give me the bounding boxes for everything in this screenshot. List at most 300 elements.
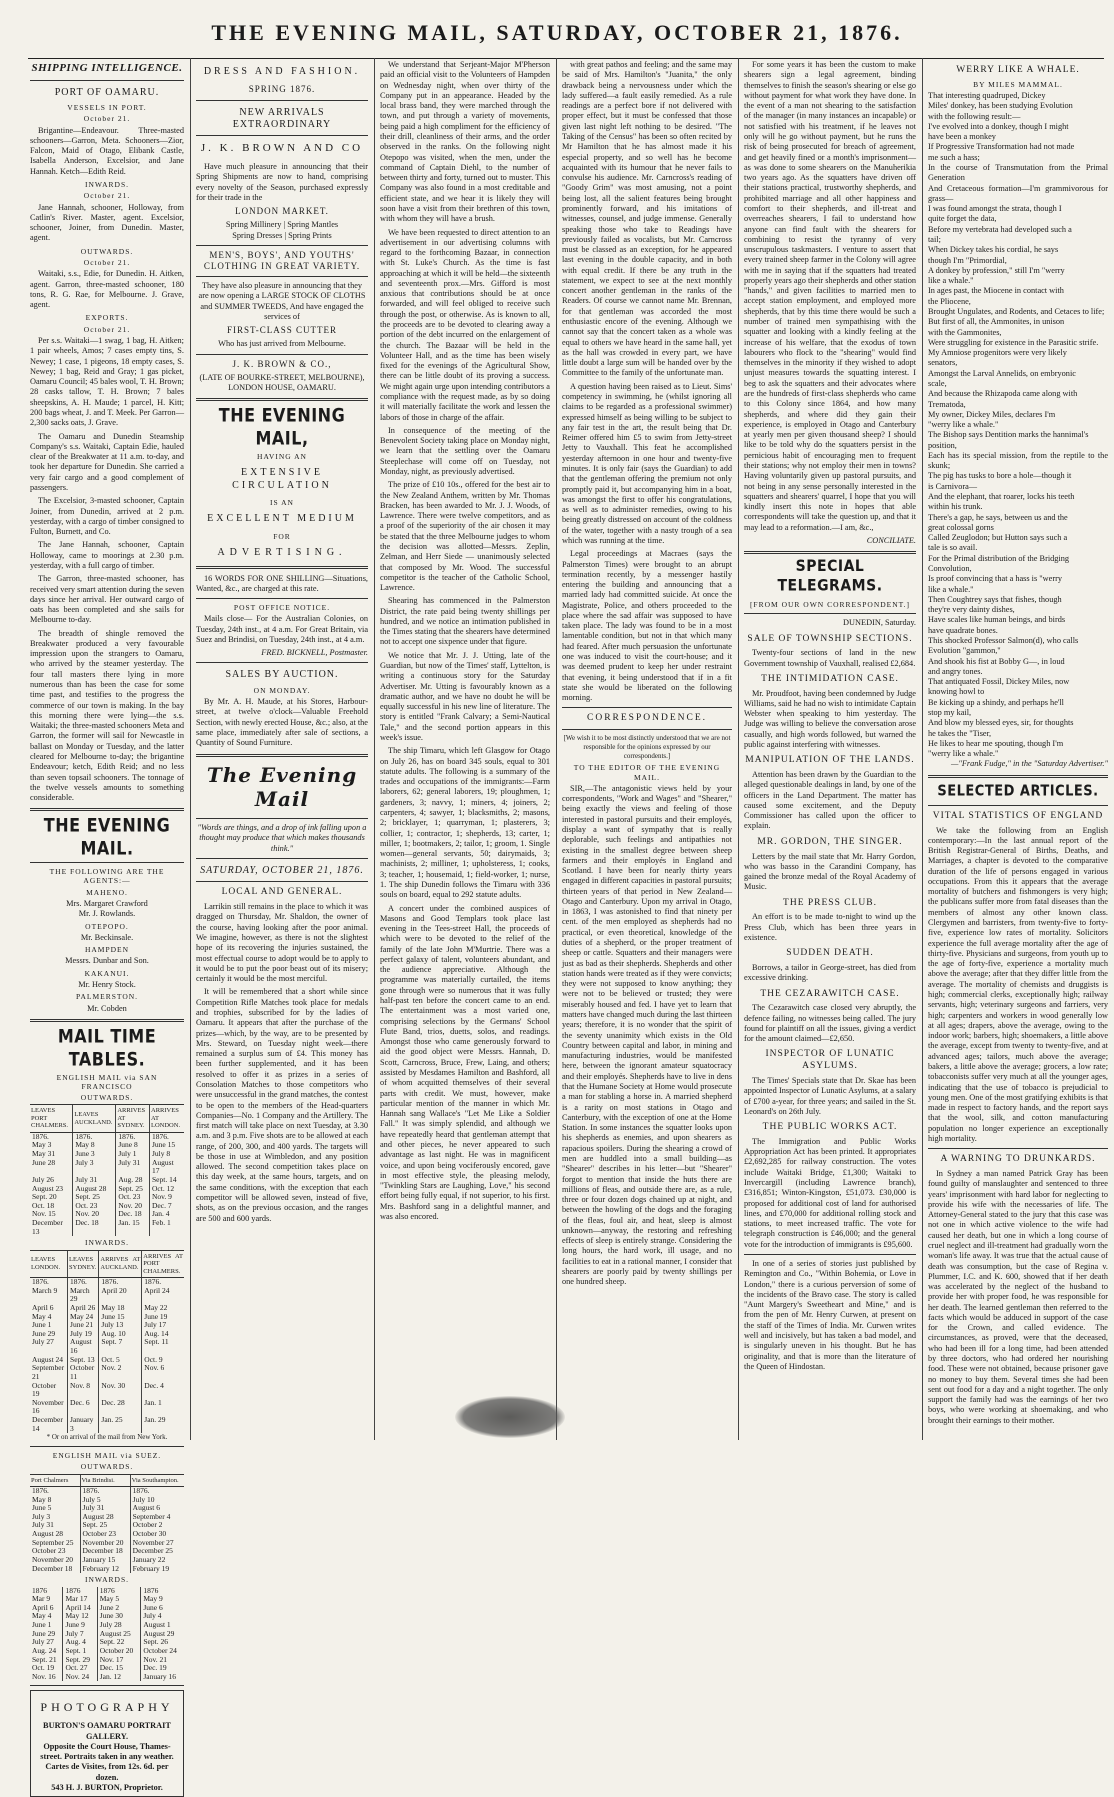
fashion-heading: DRESS AND FASHION. <box>203 66 361 77</box>
fashion-subheading: SPRING 1876. <box>248 84 316 95</box>
table-cell: Sept. 25 <box>73 1193 116 1202</box>
column-rule <box>190 58 191 1440</box>
inwards-date: October 21. <box>83 191 131 201</box>
motto: "Words are things, and a drop of ink falling upon a thought may produce that which makes thousands think." <box>197 823 367 853</box>
table-cell: August 29 <box>141 1630 184 1639</box>
table-cell: Oct. 23 <box>73 1202 116 1211</box>
table-cell: Sept. 7 <box>99 1338 142 1355</box>
agent-town: MAHENO. <box>86 887 128 897</box>
table-cell: June 5 <box>32 1503 52 1513</box>
table-cell: Dec. 6 <box>68 1399 99 1416</box>
suez-mail-heading: ENGLISH MAIL via SUEZ. <box>52 1450 162 1460</box>
table-header-cell: ARRIVES AT PORT CHALMERS. <box>142 1250 184 1277</box>
table-cell: Oct. 12 <box>150 1185 185 1194</box>
dateline: DUNEDIN, Saturday. <box>843 618 916 628</box>
poem-line: Trematoda, <box>928 399 966 409</box>
article-paragraph: Larrikin still remains in the place to which it was dragged on Thursday, Mr. Shaldon, the owner of the course, having looking after the poor animal. We imagine, however, as there is not the slightest hope of its recovering the injuries sustained, the most effectual course to adopt would be to apply to it would be to put the poor beast out of its misery; certainly it would be the most merciful. <box>196 902 368 984</box>
sf-mail-heading: ENGLISH MAIL via SAN FRANCISCO <box>56 1072 158 1091</box>
poem-line: When Dickey takes his cordial, he says <box>928 245 1059 255</box>
inwards-label: INWARDS. <box>84 1238 130 1248</box>
table-cell: May 12 <box>63 1612 97 1621</box>
table-cell: August 16 <box>68 1338 99 1355</box>
table-cell: July 31 <box>116 1159 150 1176</box>
table-row <box>30 1565 184 1574</box>
article-paragraph: It will be remembered that a short while since Competition Rifle Matches took place for medals and trophies, subscribed for by the ladies of Oamaru. It appears that after the purchase of the prizes—which, by the way, are to be presented by Mrs. Steward, on Tuesday night week—there remained a surplus sum of £4. This money has been further supplemented, and it has been resolved to offer it as prizes in a series of Consolation Matches to those competitors who were unsuccessful in the grand matches, the contest to be open to the members of the Head-quarters Companies—No. 1 Company and the Artillery. The first match will take place on next Tuesday, at 3.30 a.m. and 3 p.m. Five shots are to be allowed at each range, of 200, 300, and 400 yards. The targets will be those in use at Wimbledon, and any position allowed. The second competition takes place on this day week, at the same hours, targets, and on the same conditions, with the exception that each competitor will be allowed seven, instead of five, shots, as on the previous occasion, and the ranges are 500 and 600 yards. <box>196 987 368 1223</box>
telegram-heading: SALE OF TOWNSHIP SECTIONS. <box>747 633 913 644</box>
poem-source: —"Frank Fudge," in the "Saturday Advertiser." <box>950 759 1108 769</box>
telegrams-subheading: [FROM OUR OWN CORRESPONDENT.] <box>749 599 911 609</box>
auction-text: By Mr. A. H. Maude, at his Stores, Harbour-street, at twelve o'clock—Valuable Freehold Section, with newly erected House, &c.; also, at the same place, immediately after sale of sections, a Quantity of Sound Furniture. <box>196 697 368 748</box>
outwards-text: Waitaki, s.s., Edie, for Dunedin. H. Aitken, agent. Garron, three-masted schooner, 180 tons, R. G. Rae, for Melbourne. J. Grave, agent. <box>30 269 184 310</box>
brown-address: (LATE OF BOURKE-STREET, MELBOURNE), LONDON HOUSE, OAMARU. <box>199 372 365 393</box>
poem-line: he takes the "Tiser, <box>928 728 992 738</box>
divider <box>196 662 368 663</box>
table-cell: 1876. <box>73 1132 116 1141</box>
table-cell: Nov. 6 <box>142 1364 184 1381</box>
brown-text: Have much pleasure in announcing that their Spring Shipments are now to hand, comprising every novelty of the Season, purchased expressly for their trade in the <box>196 161 368 202</box>
table-cell: June 21 <box>68 1321 99 1330</box>
table-cell: February 12 <box>80 1565 130 1574</box>
telegram-text: Borrows, a tailor in George-street, has died from excessive drinking. <box>744 963 916 983</box>
table-cell: April 6 <box>32 1602 54 1612</box>
poem-line: But first of all, the Ammonites, in unison <box>928 317 1065 327</box>
poem-line: within his trunk. <box>928 502 983 512</box>
poem-line: Is proof convincing that a hass is "werry <box>928 574 1063 584</box>
poem-line: That interesting quadruped, Dickey <box>928 91 1046 101</box>
column-rule <box>738 58 739 1440</box>
table-cell: April 20 <box>99 1287 142 1304</box>
table-cell: 1876 <box>32 1585 47 1595</box>
photo-ad-title: PHOTOGRAPHY <box>40 1700 174 1715</box>
agent-town: PALMERSTON. <box>75 992 139 1002</box>
telegram-text: Mr. Proudfoot, having been condemned by Judge Williams, said he had no wish to intimidate Captain Webster when speaking to him yesterday. The Judge was willing to believe the conversation arose casually, and high words followed, but warned the public against interfering with witnesses. <box>744 688 916 750</box>
to-editor: TO THE EDITOR OF THE EVENING MAIL. <box>573 763 721 782</box>
divider <box>30 862 184 863</box>
divider <box>744 613 916 614</box>
mail-time-tables-heading: MAIL TIME TABLES. <box>57 1024 157 1070</box>
poem-line: and angry tones. <box>928 666 983 676</box>
divider <box>196 881 368 882</box>
table-cell: June 6 <box>141 1604 184 1613</box>
article-paragraph: The prize of £10 10s., offered for the best air to the New Zealand Anthem, written by Mr. Thomas Bracken, has been awarded to Mr. J. J. Woods, of Lawrence. There were twelve competitors, and as a proof of the superiority of the air chosen it may be stated that the three Melbourne judges to whom the decision was allotted—Messrs. Zeplin, Zelman, and Herr Siede — unanimously selected that composed by Mr. Wood. The successful competitor is the teacher of the Catholic School, Lawrence. <box>380 480 550 593</box>
divider <box>196 398 368 401</box>
shipping-heading: SHIPPING INTELLIGENCE. <box>31 62 183 74</box>
poem-line: In ages past, the Miocene in contact with <box>928 286 1064 296</box>
poem-line: The Bishop says Dentition marks the hannimal's <box>928 430 1089 440</box>
poem-line: me such a hass; <box>928 152 980 162</box>
column-1 <box>30 60 184 1792</box>
ad-line: ADVERTISING. <box>217 547 347 559</box>
article-paragraph: Shearing has commenced in the Palmerston District, the rate paid being twenty shillings per hundred, and we notice an intimation published in the Times stating that the shearers have determined not to accept one sixpence under that figure. <box>380 596 550 647</box>
poem-line: Be kicking up a shindy, and perhaps he'll <box>928 697 1064 707</box>
table-row <box>30 1399 184 1416</box>
divider <box>562 729 732 730</box>
outwards-heading: OUTWARDS. <box>80 246 134 256</box>
selected-articles-heading: SELECTED ARTICLES. <box>937 782 1099 800</box>
post-office-text: Mails close— For the Australian Colonies, on Tuesday, 24th inst., at 4 a.m. For Great Britain, via Suez and Brindisi, on Tuesday, 24th inst., at 4 a.m. <box>196 614 368 644</box>
shipping-news: The Garron, three-masted schooner, has received very smart attention during the seven days since her arrival. Her outward cargo of oats has been completed and she sails for Melbourne to-day. <box>30 574 184 625</box>
table-cell: Sept. 25 <box>116 1185 150 1194</box>
table-cell: October 19 <box>32 1380 57 1399</box>
column-rule <box>922 58 923 1440</box>
table-cell: 1876. <box>32 1131 49 1141</box>
correspondence-heading: CORRESPONDENCE. <box>587 713 707 724</box>
in-port-text: Brigantine—Endeavour. Three-masted schooners—Garron, Meta. Schooners—Zior, Falcon, Maid of Otago, Elibank Castle, Isabella Anderson, Excelsior, and Jane Hannah. Ketch—Edith Reid. <box>30 125 184 176</box>
table-cell: December 25 <box>130 1547 184 1556</box>
local-general-heading: LOCAL AND GENERAL. <box>221 887 343 898</box>
sf-outwards-table <box>30 1104 184 1236</box>
suez-inwards-table <box>30 1587 184 1682</box>
table-cell: December 13 <box>32 1218 63 1236</box>
table-cell: Jan. 1 <box>142 1399 184 1416</box>
table-cell: August 25 <box>97 1630 141 1639</box>
poem-line: stop my kail, <box>928 707 972 717</box>
article-paragraph: The ship Timaru, which left Glasgow for Otago on July 26, has on board 345 souls, equal to 301 statute adults. The following is a summary of the trades and occupations of the immigrants:—Farm laborers, 62; general laborers, 19; ploughmen, 1; gardeners, 3; navvy, 1; miners, 4; joiners, 2; carpenters, 4; sawyer, 1; blacksmiths, 2; masons, 2; bricklayer, 1; quarryman, 1; plasterers, 3; collier, 1; contractor, 1; shepherds, 13; carter, 1; miller, 1; bootmakers, 2; tailor, 1; groom, 1. Single women—general servants, 50; dairymaids, 3; machinists, 2; milliner, 1; upholsteress, 1; cooks, 3; teacher, 1; housemaid, 1; field-worker, 1; nurse, 1. The ship Dunedin follows the Timaru with 336 souls on board, equal to 292 statute adults. <box>380 746 550 900</box>
poem-line: with the following result:— <box>928 111 1021 121</box>
telegram-text: The Times' Specials state that Dr. Skae has been appointed Inspector of Lunatic Asylums, at a salary of £700 a-year, for three years; and sailed in the St. Leonard's on 26th July. <box>744 1076 916 1116</box>
warning-heading: A WARNING TO DRUNKARDS. <box>940 1154 1096 1165</box>
poem-line: Miles' donkey, has been studying Evolution <box>928 101 1073 111</box>
table-cell: July 13 <box>99 1321 142 1330</box>
table-cell: May 22 <box>142 1304 184 1313</box>
article-paragraph: A concert under the combined auspices of Masons and Good Templars took place last evening in the Tees-street Hall, the proceeds of which were to be devoted to the relief of the family of the late John M'Murtrie. There was a perfect galaxy of talent, volunteers abundant, and the audience appreciative. Although the programme was materially curtailed, the items gone through were so numerous that it was fully half-past ten before the concert came to an end. The entertainment was a most varied one, comprising selections by the Germans' School Flute Band, trios, duetts, solos, and readings. Amongst those who came generously forward to aid the good object were Messrs. Hannah, D. Scott, Carncross, Bruce, Frew, Laing, and others; assisted by Mesdames Hamilton and Bashford, all of whom acquitted themselves of their several parts with credit. We must, however, make particular mention of the manner in which Mr. Hannah sang Wallace's "Let Me Like a Soldier Fall." It was simply splendid, and although we have repeatedly heard that gentleman attempt that and other pieces, he never appeared to such advantage as last night. He was in magnificent voice, and upon being vociferously encored, gave in most effective style, the pleasing melody, "Twinkling Stars are Laughing, Love," his second effort being fully equal, if not superior, to his first. Mrs. Bashford sang in a delightful manner, and was also encored. <box>380 903 550 1221</box>
sf-note: * Or on arrival of the mail from New York. <box>46 1433 168 1442</box>
column-2 <box>196 60 368 1440</box>
telegram-text: Twenty-four sections of land in the new Government township of Vauxhall, realised £2,684. <box>744 648 916 668</box>
table-cell: June 15 <box>99 1313 142 1322</box>
table-cell: August 1 <box>141 1621 184 1630</box>
inwards-text: Jane Hannah, schooner, Holloway, from Catlin's River. Master, agent. Excelsior, schooner, Joiner, from Dunedin. Master, agent. <box>30 202 184 243</box>
table-header-cell: Via Brindisi. <box>80 1474 130 1486</box>
table-header-cell: ARRIVES AT AUCKLAND. <box>99 1250 142 1277</box>
exports-heading: EXPORTS. <box>85 313 129 323</box>
table-cell: May 18 <box>99 1304 142 1313</box>
poem-line: A donkey by profession," still I'm "werry <box>928 265 1065 275</box>
table-cell: Nov. 21 <box>141 1656 184 1665</box>
table-cell: April 6 <box>32 1302 54 1312</box>
table-cell: July 7 <box>63 1630 97 1639</box>
poem-line: My Amniose progenitors were very likely <box>928 348 1067 358</box>
arrivals-heading: NEW ARRIVALS EXTRAORDINARY <box>232 106 332 130</box>
table-cell: August 28 <box>80 1513 130 1522</box>
shipping-news: The breadth of shingle removed the Breakwater produced a very favourable impression upon the strangers to Oamaru, who arrived by the steamer yesterday. The four tall masters there lying in more numerous than has been the case for some time past, and testifies to the progress the commerce of our town is making. In the bay this morning there were lying—the s.s. Waitaki; the three-masted schooners Meta and Garron, the former will sail for Newcastle in ballast on Monday or Tuesday, and the latter cleared for Melbourne to-day; the brigantine Endeavour; ketch, Edith Reid; and no less than seven topsail schooners. The tonnage of the twelve vessels amounts to something considerable. <box>30 628 184 803</box>
table-cell: November 27 <box>130 1539 184 1548</box>
shipping-news: The Jane Hannah, schooner, Captain Holloway, came to moorings at 2.30 p.m. yesterday, with a full cargo of timber. <box>30 540 184 570</box>
divider <box>928 805 1108 806</box>
poem-line: "werry like a whale." <box>928 749 999 759</box>
table-row <box>30 1496 184 1505</box>
telegram-heading: THE PUBLIC WORKS ACT. <box>762 1122 898 1133</box>
table-cell: Nov. 30 <box>99 1382 142 1399</box>
poem-line: Have scales like human beings, and birds <box>928 615 1066 625</box>
divider <box>928 775 1108 778</box>
table-cell: Aug. 4 <box>63 1638 97 1647</box>
table-cell: 1876. <box>32 1485 49 1495</box>
table-cell: July 31 <box>32 1520 54 1530</box>
whale-byline: BY MILES MAMMAL. <box>973 79 1063 89</box>
poem-line: the Pliocene, <box>928 296 971 306</box>
poem-line: great colossal gorns <box>928 522 994 532</box>
agents-heading: THE FOLLOWING ARE THE AGENTS:— <box>49 867 165 886</box>
table-cell: Aug. 14 <box>142 1330 184 1339</box>
column-5 <box>744 60 916 1440</box>
divider <box>562 707 732 708</box>
masthead-title: THE EVENING MAIL, SATURDAY, OCTOBER 21, 1876. <box>211 20 903 45</box>
poem-line: He likes to hear me spouting, though I'm <box>928 738 1064 748</box>
table-row <box>30 1364 184 1381</box>
evening-mail-heading: THE EVENING MAIL. <box>43 814 171 860</box>
table-cell: July 19 <box>68 1330 99 1339</box>
table-cell: October 20 <box>97 1647 141 1656</box>
table-cell: Oct. 19 <box>32 1663 55 1673</box>
column-6 <box>928 60 1108 1440</box>
poem-line: have quadrate bones. <box>928 625 998 635</box>
divider <box>30 808 184 811</box>
in-port-heading: VESSELS IN PORT. <box>67 103 147 113</box>
masthead <box>0 0 1114 50</box>
poem-line: And Cretaceous formation—I'm grammivorous for grass— <box>928 183 1108 203</box>
poem-line: though I'm "Primordial, <box>928 255 1007 265</box>
table-cell: June 28 <box>32 1157 56 1167</box>
poem-line: And because the Rhizapoda came along with <box>928 389 1078 399</box>
table-header-cell: Via Southampton. <box>130 1474 184 1486</box>
poem-line: That antiquated Fossil, Dickey Miles, now <box>928 677 1070 687</box>
table-cell: May 8 <box>32 1494 52 1504</box>
vital-statistics-heading: VITAL STATISTICS OF ENGLAND <box>932 810 1104 821</box>
divider <box>30 1019 184 1022</box>
letter-continued: For some years it has been the custom to make shearers sign a legal agreement, binding themselves to finish the season's shearing or else go without payment for what work they have done. In the event of a man not shearing to the satisfaction of the manager (in many instances an incapable) or not satisfied with his treatment, if he leaves not only will he go without payment, but he runs the risk of being prosecuted for breach of agreement, and get heavily fined or a month's imprisonment—as was done to some shearers on the Manuherikia two years ago. As the squatters have driven off their stations practical, trustworthy shepherds, and prohibited marriage and all other happiness and comfort to their shepherds, and ill-treat and overreaches shearers, I fail to understand how anyone can find fault with the shearers for combining to resist the tyranny of very unscrupulous taskmasters. I venture to assert that every trained sheep farmer in the Colony will agree with me in saying that if the squatters had treated properly years ago their shepherds and other station "hands," and given facilities to married men to accept station employment, and employed more shepherds, that by this time there would be such a number of trained men sympathising with the squatter and looking with a kindly feeling at the increase of his welfare, that the exodus of town labourers who flock to the "shearing" would find themselves in the minority if they wished to adopt unjust measures towards the squatting interest. I beg to ask the squatters and their advocates where are the hundreds of first-class shepherds who came to this Colony since 1864, and how many shepherds, and where did they gain their experience, is employed in Otago and Canterbury at yearly men per given thousand sheep? I should like to be told why do the squatters persist in the pernicious habit of encouraging men to frequent their stations; why not employ their men in towns? Having voluntarily given up pastoral pursuits, and not being in any sense personally interested in the squatters and shearers' quarrel, I hope that you will kindly insert this note in hopes that able correspondents will take the question up, and that it may lead to a reformation.—I am, &c., <box>744 60 917 532</box>
table-cell: July 8 <box>150 1150 185 1159</box>
table-cell: 1876. <box>150 1132 185 1141</box>
table-cell: Sept. 1 <box>63 1647 97 1656</box>
poem-line: And the elephant, that roarer, locks his teeth <box>928 492 1075 502</box>
cutter-heading: FIRST-CLASS CUTTER <box>227 325 337 336</box>
london-market: LONDON MARKET. <box>235 206 329 217</box>
table-cell: July 1 <box>116 1150 150 1159</box>
table-cell: August 28 <box>73 1185 116 1194</box>
table-cell: May 8 <box>73 1141 116 1150</box>
table-cell: Nov. 9 <box>150 1193 185 1202</box>
table-cell: 1876. <box>142 1278 184 1287</box>
photo-ad-sign: 543 H. J. BURTON, Proprietor. <box>51 1782 163 1792</box>
article-paragraph: We take the following from an English contemporary:—In the last annual report of the British Registrar-General of Births, Deaths, and Marriages, a chapter is devoted to the comparative duration of the life of persons engaged in various occupations. From this it appears that the average mortality of butchers and fishmongers is very high; the publicans suffer more from fatal diseases than the members of almost any other known class. Clergymen and barristers, from twenty-five to forty-five, experience low rates of mortality. Solicitors experience the full average mortality after the age of thirty-five. Physicians and surgeons, from youth up to the age of forty-five, experience a mortality much above the average; after that they differ little from the average. The mortality of chemists and druggists is high; commercial clerks, exceptionally high; railway servants, high; veterinary surgeons and farriers, very high; carpenters and workers in wood generally low at all ages; drapers, above the average, owing to the indoor work; barbers, high; shoemakers, a little above the average, except from twenty to twenty-five, and at advanced ages; tailors, much above the average; bakers, a little above the average; grocers, a low rate; tobacconists suffer very much at all the younger ages, indicating that the use of tobacco is prejudicial to young men. One of the most gratifying exhibits is that made in respect to factory hands, and the report says that the wool, silk, and cotton manufacturing population no longer experience an exceptionally high mortality. <box>928 825 1108 1143</box>
table-cell: Feb. 1 <box>150 1219 185 1236</box>
table-cell: September 21 <box>32 1363 65 1381</box>
divider <box>196 754 368 757</box>
table-cell: Nov. 20 <box>73 1210 116 1219</box>
table-cell: Dec. 28 <box>99 1399 142 1416</box>
poem-line: Each has its special mission, from the reptile to the skunk; <box>928 450 1108 471</box>
table-cell: January 15 <box>80 1556 130 1565</box>
letter-signature: CONCILIATE. <box>866 535 916 545</box>
table-cell: May 31 <box>32 1149 56 1159</box>
telegram-text: The Immigration and Public Works Appropriation Act has been printed. It appropriates £2,692,285 for railway construction. The votes include Waitaki Bridge, £1,300; Waitaki to Invercargill (including Lawrence branch), £316,851; Winton-Kingston, £51,073. £30,000 is proposed for additional cost of land for authorised lines, and £70,000 for additional rolling stock and stations, to meet increased traffic. The vote for telegraph construction is £46,000; and the general vote for the introduction of immigrants is £95,600. <box>744 1136 916 1249</box>
poem-line: And shook his fist at Bobby G—, in loud <box>928 656 1065 666</box>
table-cell: June 9 <box>63 1621 97 1630</box>
table-cell: March 9 <box>32 1285 58 1295</box>
table-cell: June 2 <box>97 1604 141 1613</box>
table-cell: Dec. 18 <box>73 1219 116 1236</box>
table-cell: November 20 <box>80 1539 130 1548</box>
table-cell: Sept. 25 <box>80 1521 130 1530</box>
agent-town: OTEPOPO. <box>85 921 129 931</box>
table-cell: May 4 <box>32 1611 52 1621</box>
agent-name: Mr. J. Rowlands. <box>78 909 136 919</box>
table-cell: 1876 <box>141 1587 184 1596</box>
poem-line: knowing howl to <box>928 687 985 697</box>
article-paragraph: We understand that Serjeant-Major M'Pherson paid an official visit to the Volunteers of Hampden on Wednesday night, when over thirty of the Company put in an appearance. Headed by the local brass band, they were marched through the town, and put through a variety of movements, being paid a high compliment for the efficiency of their drill, cleanliness of their arms, and the order observed in the ranks. On the following night Otepopo was visited, when the men, under the command of Captain Diehl, to the number of between thirty and forty, turned out to muster. This Company was also found in a most creditable and efficient state, and we hear it is likely they will soon have a visit from their brethren of this town, with whom they will have a brush. <box>380 60 550 224</box>
poem <box>928 91 1108 759</box>
table-row <box>30 1673 184 1682</box>
ad-line: IS AN <box>270 498 294 508</box>
telegram-heading: SUDDEN DEATH. <box>786 948 874 959</box>
table-cell: Jan. 29 <box>142 1416 184 1433</box>
shipping-news: The Excelsior, 3-masted schooner, Captain Joiner, from Dunedin, arrived at 2 p.m. yesterday, with a cargo of timber consigned to Fulton, Burnett, and Co. <box>30 496 184 537</box>
table-cell: Nov. 8 <box>68 1382 99 1399</box>
table-header-cell: ARRIVES AT LONDON. <box>150 1105 185 1132</box>
poem-line: senators, <box>928 358 958 368</box>
table-cell: Nov. 24 <box>63 1673 97 1682</box>
poem-line: have been a monkey <box>928 132 996 142</box>
telegram-text: Letters by the mail state that Mr. Harry Gordon, who was basso in the Carandini Company, has gained the bronze medal of the Royal Academy of Music. <box>744 851 916 892</box>
poem-line: This shocked Professor Salmon(d), who calls <box>928 635 1079 645</box>
table-cell: April 14 <box>63 1604 97 1613</box>
divider <box>196 354 368 355</box>
poem-line: The pig has tusks to bore a hole—though it <box>928 471 1072 481</box>
table-cell: May 9 <box>141 1595 184 1604</box>
divider <box>196 818 368 819</box>
article-paragraph: In consequence of the meeting of the Benevolent Society taking place on Monday night, we learn that the settling over the Oamaru Steeplechase will come off on Tuesday, not Monday, night, as previously advertised. <box>380 425 550 476</box>
table-cell: Nov. 15 <box>32 1209 56 1219</box>
table-cell: Oct. 5 <box>99 1356 142 1365</box>
outwards-date: October 21. <box>83 258 131 268</box>
poem-line: they're very dainty dishes, <box>928 605 1015 615</box>
poem-line: position, <box>928 440 957 450</box>
shipping-news: The Oamaru and Dunedin Steamship Company's s.s. Waitaki, Captain Edie, hauled clear of the Breakwater at 11 a.m. to-day, and took her departure for Dunedin. She carried a very fair cargo and a good complement of passengers. <box>30 431 184 492</box>
table-cell: May 5 <box>97 1595 141 1604</box>
table-cell: October 11 <box>68 1364 99 1381</box>
table-cell: Oct. 27 <box>63 1664 97 1673</box>
table-cell: Jan. 25 <box>99 1416 142 1433</box>
post-office-sig: FRED. BICKNELL, Postmaster. <box>261 648 368 658</box>
poem-line: For the Primal distribution of the Bridging <box>928 553 1070 563</box>
agent-town: HAMPDEN <box>84 945 130 955</box>
table-cell: October 30 <box>130 1530 184 1539</box>
article-paragraph: with great pathos and feeling; and the same may be said of Mrs. Hamilton's "Juanita," the only drawback being a nervousness under which the lady suffered—a fault easily remedied. As a rule readings are a perfect bore if not delivered with proper effect, but it must be confessed that those given last night left nothing to be desired. "The Taking of the Census" has been so often recited by Mr Hamilton that he has almost made it his especial property, and so well has he become acquainted with its humour that he never fails to convulse his audience. Mr. Carncross's reading of "Goody Grim" was most amusing, not a point being lost, all the salient features being brought prominently forward, and his imitations of witnesses, counsel, and judge immense. Generally speaking those who take to Readings have previously failed as vocalists, but Mr. Carncross must be classed as an exception, for he appeared last evening in the double capacity, and in both with equal credit. If there be any truth in the statement, we expect to see at the next monthly concert another gentleman in the ranks of the Readers. Of course we cannot name Mr. Brennan, for that gentleman was accorded the most enthusiastic encore of the evening. Although we cannot say that the concert taken as a whole was equal to others we have heard in the same hall, yet as the hall was crowded in every part, we have little doubt a large sum will be handed over by the Committee to the family of the unfortunate man. <box>562 60 732 378</box>
table-cell: Nov. 17 <box>97 1656 141 1665</box>
table-cell: November 20 <box>32 1554 74 1564</box>
evening-mail-heading: THE EVENING MAIL, <box>218 404 346 450</box>
poem-line: tail; <box>928 235 941 244</box>
table-cell: Sept. 11 <box>142 1338 184 1355</box>
table-cell: December 18 <box>32 1563 73 1573</box>
table-cell: Jan. 15 <box>116 1219 150 1236</box>
exports-date: October 21. <box>83 324 131 334</box>
table-row <box>30 1219 184 1236</box>
brown-heading: J. K. BROWN AND CO <box>200 142 364 155</box>
words-ad: 16 WORDS FOR ONE SHILLING—Situations, Wanted, &c., are charged at this rate. <box>196 573 368 593</box>
ad-line: FOR <box>273 531 291 541</box>
table-cell: December 14 <box>32 1415 63 1433</box>
outwards-label: OUTWARDS. <box>80 1093 134 1103</box>
article-paragraph: In one of a series of stories just published by Remington and Co., "Within Bohemia, or Love in London," there is a curious perversion of some of the incidents of the Bravo case. The story is called "Aunt Margery's Sweetheart and Mine," and is from the pen of Mr. Henry Curwen, at present on the staff of the Times of India. Mr. Curwen writes well and incisively, but has taken a bad model, and is singularly uneven in his thought. But he has originality, and that is more than the literature of the Queen of Hindostan. <box>744 1258 916 1371</box>
column-3 <box>380 60 550 1440</box>
table-cell: Nov. 2 <box>99 1364 142 1381</box>
table-cell: Nov. 20 <box>116 1202 150 1211</box>
table-cell: 1876 <box>97 1587 141 1596</box>
telegram-text: Attention has been drawn by the Guardian to the alleged questionable dealings in land, by one of the officers in the Land Department. The matter has caused some excitement, and the Deputy Commissioner has called upon the officer to explain. <box>744 770 916 831</box>
table-cell: June 1 <box>32 1620 52 1630</box>
poem-line: There's a gap, he says, between us and the <box>928 512 1068 522</box>
poem-line: quite forget the data, <box>928 214 997 224</box>
table-header-cell: ARRIVES AT SYDNEY. <box>116 1105 150 1132</box>
table-cell: July 17 <box>142 1321 184 1330</box>
telegram-heading: MANIPULATION OF THE LANDS. <box>745 755 915 766</box>
poem-line: "werry like a whale." <box>928 420 999 430</box>
divider <box>30 1685 184 1686</box>
divider <box>30 80 184 81</box>
poem-line: like a whale." <box>928 584 974 594</box>
table-cell: August 28 <box>32 1529 64 1539</box>
suez-outwards-table <box>30 1474 184 1574</box>
telegram-heading: THE PRESS CLUB. <box>783 897 877 908</box>
table-cell: Aug. 24 <box>32 1645 57 1655</box>
table-cell: July 27 <box>32 1637 54 1647</box>
table-cell: Dec. 18 <box>116 1210 150 1219</box>
table-cell: July 4 <box>141 1612 184 1621</box>
divider <box>196 276 368 277</box>
photo-ad-subtitle: BURTON'S OAMARU PORTRAIT GALLERY. <box>43 1721 171 1741</box>
correspondence-note: [We wish it to be most distinctly understood that we are not responsible for the opinions expressed by our correspondents.] <box>563 734 731 760</box>
table-cell: Sept. 26 <box>141 1638 184 1647</box>
agent-town: KAKANUI. <box>84 968 130 978</box>
table-cell: Sept. 22 <box>97 1638 141 1647</box>
poem-line: Were struggling for existence in the Parasitic strife. <box>928 337 1099 347</box>
table-cell: Sept. 20 <box>32 1192 57 1202</box>
poem-line: scale, <box>928 378 947 388</box>
divider <box>196 598 368 599</box>
table-cell: March 29 <box>68 1287 99 1304</box>
auction-date: ON MONDAY. <box>253 685 311 695</box>
table-cell: November 16 <box>32 1397 64 1416</box>
telegram-text: The Cezarawitch case closed very abruptly, the defence failing, no witnesses being called. The jury found for plaintiff on all the issues, giving a verdict for the amount claimed—£2,650. <box>744 1003 916 1044</box>
table-cell: June 15 <box>150 1141 185 1150</box>
table-cell: Oct. 23 <box>116 1193 150 1202</box>
table-cell: May 4 <box>32 1311 52 1321</box>
divider <box>196 100 368 101</box>
inwards-heading: INWARDS. <box>84 180 130 190</box>
table-cell: Jan. 4 <box>150 1210 185 1219</box>
agent-name: Mr. Henry Stock. <box>78 979 136 989</box>
poem-line: Called Zeuglodon; but Hutton says such a <box>928 533 1068 543</box>
table-cell: July 3 <box>73 1159 116 1176</box>
table-cell: Sept. 21 <box>32 1654 57 1664</box>
table-cell: Oct. 18 <box>32 1200 55 1210</box>
poem-line: is Carnivora— <box>928 481 978 491</box>
table-cell: October 23 <box>32 1546 66 1556</box>
table-cell: Sept. 29 <box>63 1656 97 1665</box>
table-cell: 1876. <box>130 1486 184 1495</box>
table-row <box>30 1416 184 1433</box>
table-cell: July 31 <box>80 1504 130 1513</box>
table-cell: July 10 <box>130 1496 184 1505</box>
poem-line: If Progressive Transformation had not made <box>928 142 1075 152</box>
spring-line: Spring Dresses | Spring Prints <box>232 230 332 240</box>
agent-name: Mrs. Margaret Crawford <box>66 898 148 908</box>
poem-line: tale is so avail. <box>928 543 978 553</box>
divider <box>744 1254 916 1255</box>
newspaper-nameplate: The Evening Mail <box>206 762 358 812</box>
